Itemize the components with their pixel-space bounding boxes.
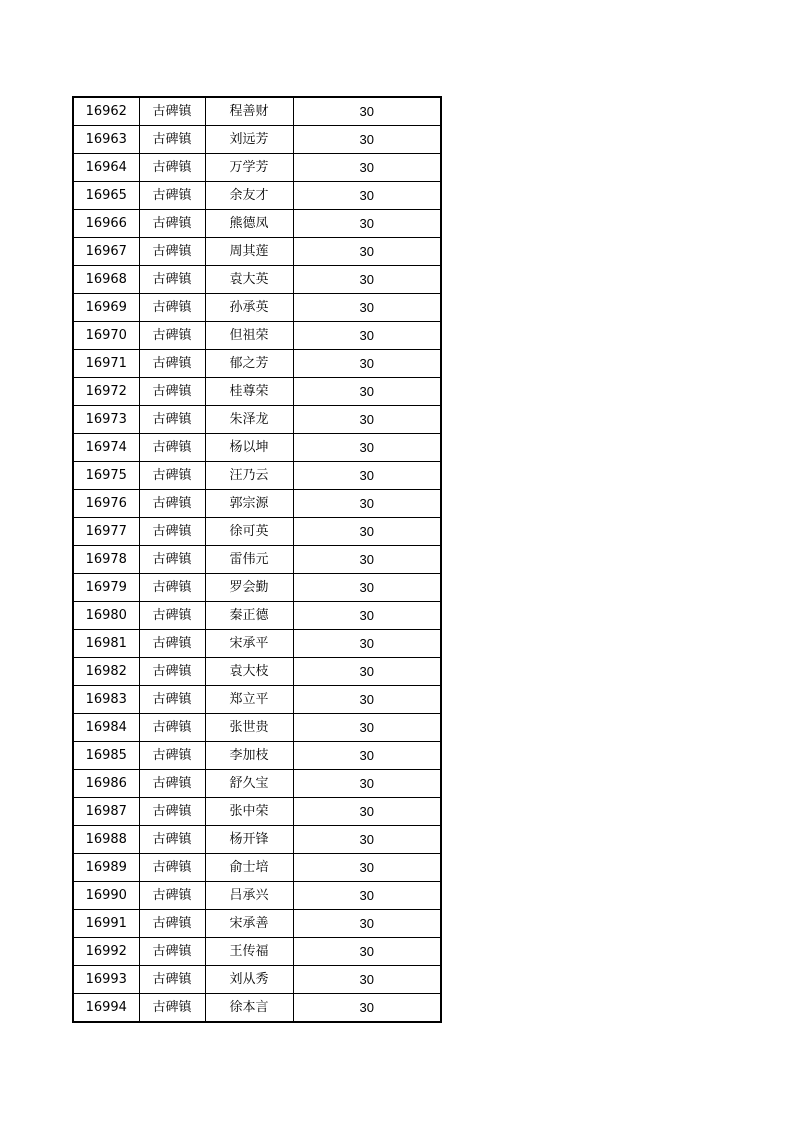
person-name-cell: 刘从秀 xyxy=(205,966,293,994)
town-cell: 古碑镇 xyxy=(139,966,205,994)
person-name-cell: 吕承兴 xyxy=(205,882,293,910)
table-row xyxy=(73,154,441,182)
town-cell: 古碑镇 xyxy=(139,602,205,630)
table-row xyxy=(73,742,441,770)
table-row xyxy=(73,658,441,686)
table-row xyxy=(73,770,441,798)
table-row xyxy=(73,350,441,378)
amount-cell: 30 xyxy=(293,686,441,714)
town-cell: 古碑镇 xyxy=(139,462,205,490)
table-row xyxy=(73,630,441,658)
person-name-cell: 郭宗源 xyxy=(205,490,293,518)
row-id-cell: 16966 xyxy=(73,210,139,238)
person-name-cell: 袁大英 xyxy=(205,266,293,294)
person-name-cell: 罗会勤 xyxy=(205,574,293,602)
table-row xyxy=(73,686,441,714)
table-row xyxy=(73,378,441,406)
town-cell: 古碑镇 xyxy=(139,770,205,798)
table-row xyxy=(73,546,441,574)
town-cell: 古碑镇 xyxy=(139,378,205,406)
row-id-cell: 16987 xyxy=(73,798,139,826)
table-row xyxy=(73,126,441,154)
table-row xyxy=(73,714,441,742)
table-row xyxy=(73,434,441,462)
table-row xyxy=(73,574,441,602)
row-id-cell: 16962 xyxy=(73,97,139,126)
town-cell: 古碑镇 xyxy=(139,742,205,770)
amount-cell: 30 xyxy=(293,714,441,742)
subsidy-table xyxy=(72,96,442,1023)
table-row xyxy=(73,966,441,994)
person-name-cell: 周其莲 xyxy=(205,238,293,266)
table-row xyxy=(73,97,441,126)
town-cell: 古碑镇 xyxy=(139,490,205,518)
town-cell: 古碑镇 xyxy=(139,714,205,742)
table-row xyxy=(73,490,441,518)
person-name-cell: 杨以坤 xyxy=(205,434,293,462)
town-cell: 古碑镇 xyxy=(139,910,205,938)
amount-cell: 30 xyxy=(293,126,441,154)
table-row xyxy=(73,238,441,266)
town-cell: 古碑镇 xyxy=(139,266,205,294)
town-cell: 古碑镇 xyxy=(139,182,205,210)
town-cell: 古碑镇 xyxy=(139,350,205,378)
amount-cell: 30 xyxy=(293,854,441,882)
town-cell: 古碑镇 xyxy=(139,294,205,322)
person-name-cell: 宋承善 xyxy=(205,910,293,938)
town-cell: 古碑镇 xyxy=(139,994,205,1023)
amount-cell: 30 xyxy=(293,742,441,770)
row-id-cell: 16990 xyxy=(73,882,139,910)
person-name-cell: 舒久宝 xyxy=(205,770,293,798)
row-id-cell: 16994 xyxy=(73,994,139,1023)
amount-cell: 30 xyxy=(293,462,441,490)
amount-cell: 30 xyxy=(293,434,441,462)
table-row xyxy=(73,602,441,630)
table-body xyxy=(73,97,441,1022)
person-name-cell: 但祖荣 xyxy=(205,322,293,350)
amount-cell: 30 xyxy=(293,798,441,826)
row-id-cell: 16969 xyxy=(73,294,139,322)
person-name-cell: 汪乃云 xyxy=(205,462,293,490)
row-id-cell: 16972 xyxy=(73,378,139,406)
person-name-cell: 郑立平 xyxy=(205,686,293,714)
row-id-cell: 16971 xyxy=(73,350,139,378)
person-name-cell: 杨开锋 xyxy=(205,826,293,854)
town-cell: 古碑镇 xyxy=(139,210,205,238)
town-cell: 古碑镇 xyxy=(139,630,205,658)
row-id-cell: 16963 xyxy=(73,126,139,154)
town-cell: 古碑镇 xyxy=(139,798,205,826)
amount-cell: 30 xyxy=(293,182,441,210)
row-id-cell: 16986 xyxy=(73,770,139,798)
row-id-cell: 16984 xyxy=(73,714,139,742)
row-id-cell: 16973 xyxy=(73,406,139,434)
person-name-cell: 张世贵 xyxy=(205,714,293,742)
row-id-cell: 16975 xyxy=(73,462,139,490)
amount-cell: 30 xyxy=(293,546,441,574)
town-cell: 古碑镇 xyxy=(139,938,205,966)
table-row xyxy=(73,798,441,826)
row-id-cell: 16988 xyxy=(73,826,139,854)
row-id-cell: 16981 xyxy=(73,630,139,658)
table-row xyxy=(73,938,441,966)
row-id-cell: 16991 xyxy=(73,910,139,938)
table-row xyxy=(73,854,441,882)
town-cell: 古碑镇 xyxy=(139,322,205,350)
row-id-cell: 16976 xyxy=(73,490,139,518)
town-cell: 古碑镇 xyxy=(139,658,205,686)
person-name-cell: 程善财 xyxy=(205,97,293,126)
person-name-cell: 刘远芳 xyxy=(205,126,293,154)
town-cell: 古碑镇 xyxy=(139,686,205,714)
person-name-cell: 宋承平 xyxy=(205,630,293,658)
person-name-cell: 孙承英 xyxy=(205,294,293,322)
person-name-cell: 雷伟元 xyxy=(205,546,293,574)
person-name-cell: 徐本言 xyxy=(205,994,293,1023)
table-row xyxy=(73,322,441,350)
amount-cell: 30 xyxy=(293,97,441,126)
row-id-cell: 16979 xyxy=(73,574,139,602)
person-name-cell: 余友才 xyxy=(205,182,293,210)
town-cell: 古碑镇 xyxy=(139,518,205,546)
row-id-cell: 16985 xyxy=(73,742,139,770)
amount-cell: 30 xyxy=(293,518,441,546)
town-cell: 古碑镇 xyxy=(139,826,205,854)
table-row xyxy=(73,294,441,322)
amount-cell: 30 xyxy=(293,910,441,938)
person-name-cell: 李加枝 xyxy=(205,742,293,770)
person-name-cell: 熊德凤 xyxy=(205,210,293,238)
person-name-cell: 俞士培 xyxy=(205,854,293,882)
row-id-cell: 16982 xyxy=(73,658,139,686)
amount-cell: 30 xyxy=(293,210,441,238)
row-id-cell: 16977 xyxy=(73,518,139,546)
amount-cell: 30 xyxy=(293,322,441,350)
table-row xyxy=(73,210,441,238)
row-id-cell: 16968 xyxy=(73,266,139,294)
amount-cell: 30 xyxy=(293,154,441,182)
amount-cell: 30 xyxy=(293,966,441,994)
amount-cell: 30 xyxy=(293,882,441,910)
town-cell: 古碑镇 xyxy=(139,154,205,182)
town-cell: 古碑镇 xyxy=(139,434,205,462)
table-row xyxy=(73,882,441,910)
table-row xyxy=(73,518,441,546)
row-id-cell: 16978 xyxy=(73,546,139,574)
table-row xyxy=(73,826,441,854)
person-name-cell: 徐可英 xyxy=(205,518,293,546)
row-id-cell: 16989 xyxy=(73,854,139,882)
town-cell: 古碑镇 xyxy=(139,854,205,882)
table-row xyxy=(73,182,441,210)
amount-cell: 30 xyxy=(293,350,441,378)
town-cell: 古碑镇 xyxy=(139,406,205,434)
amount-cell: 30 xyxy=(293,406,441,434)
amount-cell: 30 xyxy=(293,770,441,798)
amount-cell: 30 xyxy=(293,238,441,266)
row-id-cell: 16983 xyxy=(73,686,139,714)
amount-cell: 30 xyxy=(293,602,441,630)
table-row xyxy=(73,462,441,490)
person-name-cell: 郁之芳 xyxy=(205,350,293,378)
row-id-cell: 16974 xyxy=(73,434,139,462)
amount-cell: 30 xyxy=(293,994,441,1023)
amount-cell: 30 xyxy=(293,630,441,658)
person-name-cell: 袁大枝 xyxy=(205,658,293,686)
row-id-cell: 16980 xyxy=(73,602,139,630)
town-cell: 古碑镇 xyxy=(139,238,205,266)
amount-cell: 30 xyxy=(293,826,441,854)
amount-cell: 30 xyxy=(293,938,441,966)
table-row xyxy=(73,406,441,434)
person-name-cell: 朱泽龙 xyxy=(205,406,293,434)
town-cell: 古碑镇 xyxy=(139,126,205,154)
amount-cell: 30 xyxy=(293,378,441,406)
town-cell: 古碑镇 xyxy=(139,574,205,602)
person-name-cell: 张中荣 xyxy=(205,798,293,826)
table-row xyxy=(73,266,441,294)
person-name-cell: 秦正德 xyxy=(205,602,293,630)
amount-cell: 30 xyxy=(293,294,441,322)
amount-cell: 30 xyxy=(293,490,441,518)
person-name-cell: 万学芳 xyxy=(205,154,293,182)
person-name-cell: 桂尊荣 xyxy=(205,378,293,406)
row-id-cell: 16970 xyxy=(73,322,139,350)
person-name-cell: 王传福 xyxy=(205,938,293,966)
amount-cell: 30 xyxy=(293,574,441,602)
town-cell: 古碑镇 xyxy=(139,97,205,126)
amount-cell: 30 xyxy=(293,266,441,294)
row-id-cell: 16967 xyxy=(73,238,139,266)
row-id-cell: 16992 xyxy=(73,938,139,966)
town-cell: 古碑镇 xyxy=(139,546,205,574)
table-row xyxy=(73,994,441,1023)
row-id-cell: 16964 xyxy=(73,154,139,182)
table-row xyxy=(73,910,441,938)
amount-cell: 30 xyxy=(293,658,441,686)
town-cell: 古碑镇 xyxy=(139,882,205,910)
row-id-cell: 16965 xyxy=(73,182,139,210)
row-id-cell: 16993 xyxy=(73,966,139,994)
